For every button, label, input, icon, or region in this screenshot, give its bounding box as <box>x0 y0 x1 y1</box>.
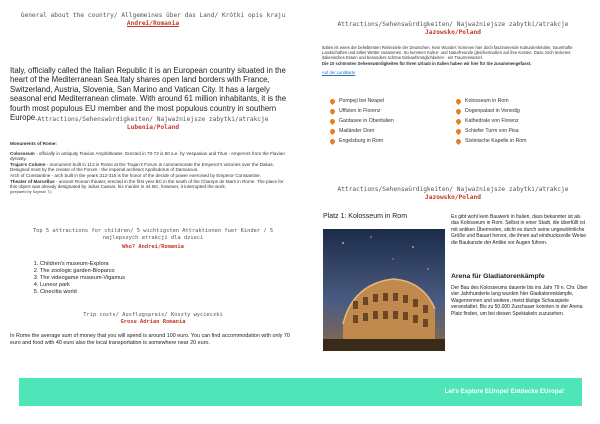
map-pin-icon <box>455 117 462 124</box>
arena-title: Arena für Gladiatorenkämpfe <box>451 273 545 280</box>
map-pin-icon <box>329 137 336 144</box>
attractions-header-top: Attractions/Sehenswürdigkeiten/ Najważniejsze zabytki/atrakcje <box>337 21 569 28</box>
map-link[interactable]: Auf der Landkarte <box>322 69 356 75</box>
monument-item: Arch of Constantine - arch built in the years 312-315 is the honor of the decide of power exercised by Emperor Constantine. <box>10 172 262 178</box>
list-item: 5. Cinecitta world <box>40 289 125 296</box>
list-item: 4. Luneur park <box>40 282 125 289</box>
map-pin-icon <box>455 107 462 114</box>
monuments-section <box>10 141 292 195</box>
places-column-2 <box>456 96 586 146</box>
list-item: Schiefer Turm von Pisa <box>456 126 586 136</box>
general-header: General about the country/ Allgemeines über das Land/ Krótki opis kraju <box>20 12 286 19</box>
general-authors: Andrei/Romania <box>126 20 180 27</box>
platz-title: Platz 1: Kolosseum in Rom <box>323 213 408 220</box>
map-pin-icon <box>329 107 336 114</box>
trip-authors: Grosu Adrian Romania <box>120 319 186 325</box>
list-item: Dogenpalast in Venedig <box>456 106 586 116</box>
list-item: Engelsburg in Rom <box>330 136 450 146</box>
footer-bar <box>19 378 582 406</box>
map-pin-icon <box>329 97 336 104</box>
footer-text: Let's Explore EUrope! Entdecke EUropa! <box>444 388 564 395</box>
monument-item: Trajan's Column - monument built in 113 in Rome at the Trajan's Forum is commemorate the Emperor's victories over the Dakas. Designed most by the creator of the Forum - the imperial architect Apollodorus of Damascus. <box>10 161 274 173</box>
attractions-authors: Lubenia/Poland <box>126 124 180 131</box>
attractions-authors-bottom: Jazowsko/Poland <box>425 194 481 201</box>
list-item: Sixtinische Kapelle in Rom <box>456 136 586 146</box>
attractions-header: Attractions/Sehenswürdigkeiten/ Najważniejsze zabytki/atrakcje <box>37 116 269 123</box>
intro-paragraph: Italy, officially called the Italian Republic it is an European country situated in the heart of the Mediterranean Sea.Italy shares open land borders with France, Switzerland, Austria, Slovenia, San Marino and Vatican City. It has a largely seasonal end Mediterranean climate. With around 61 million inhabitants, it is the fourth most populous EU member and the most populous country in southern Europe. <box>10 66 287 123</box>
list-item: Kolosseum in Rom <box>456 96 586 106</box>
attractions-header-bottom: Attractions/Sehenswürdigkeiten/ Najważniejsze zabytki/atrakcje <box>337 186 569 193</box>
list-item: 1. Children's museum-Explora <box>40 261 125 268</box>
de-intro-bold: Die 10 schönsten Sehenswürdigkeiten für Ihren Urlaub in Italien haben wir hier für Sie zusammengefasst. <box>322 60 532 66</box>
map-pin-icon <box>329 117 336 124</box>
colosseum-image <box>323 229 445 351</box>
trip-costs-text: In Rome the average sum of money that you will spend is around 100 euro. You can find accommodation with only 70 euro and food with 40 euro also the local transportation is somewhere near 20 euro. <box>10 333 290 346</box>
list-item: 3. The videogame museum-Vigamus <box>40 275 125 282</box>
trip-header: Trip costs/ Ausflugspreis/ Koszty wycieczki <box>83 312 223 318</box>
monument-item: Colosseum - officially in antiquity Flavian Amphitheater. Erected in 70-72 is 80 a.e. by Vespasian and Titus - emperors from the Flavian dynasty. <box>10 150 285 162</box>
monument-item: Theater of Marcellus - ancient Roman theater, erected in the first year BC in the south of the Champs de Mars in Rome. The place for this object was already designated by Julius Caesar, his murder in 44 BC, however, it interrupted the work. <box>10 178 284 190</box>
map-pin-icon <box>329 127 336 134</box>
children-attractions-list <box>28 261 125 296</box>
monuments-title: Monuments of Rome: <box>10 141 57 146</box>
list-item: Mailänder Dom <box>330 126 450 136</box>
places-column-1 <box>330 96 450 146</box>
children-header: Top 5 attractions for children/ 5 wichtigsten Attraktionen fuer Kinder / 5 najlepszych atrakcji dla dzieci <box>32 228 274 241</box>
colosseum-paragraph-1: Es gibt wohl kein Bauwerk in Italien, dass bekannter ist als das Kolosseum in Rom. Selbst in einer Stadt, die überfüllt ist mit antiken Überresten, sticht es durch seine ungewöhnliche Größe und Bauart hervor, die ihnen auf eindrucksvolle Weise die Baukunste der Antike vor Augen führen. <box>451 214 586 246</box>
right-page <box>308 0 598 365</box>
german-intro <box>322 45 594 75</box>
monument-credit: (prepared by Szymon T.) <box>10 189 52 194</box>
list-item: Uffizien in Florenz <box>330 106 450 116</box>
attractions-authors-top: Jazowsko/Poland <box>425 29 481 36</box>
map-pin-icon <box>455 127 462 134</box>
list-item: Kathedrale von Florenz <box>456 116 586 126</box>
colosseum-paragraph-2: Der Bau des Kolosseums dauerte bis ins Jahr 79 n. Chr. Über vier Jahrhunderte lang wurden hier Gladiatorenkämpfe, Wagenrennen und weitere, meist blutige Schauspiele veranstaltet. Bis zu 50.000 Zuschauer konnten in der Arena Platz finden, um bei diesen Spektakeln zuzusehen. <box>451 285 588 317</box>
map-pin-icon <box>455 97 462 104</box>
left-page <box>8 0 298 365</box>
list-item: Pompeji bei Neapel <box>330 96 450 106</box>
de-intro-text: Italien ist eines der beliebtesten Reiseziele der Deutschen. Kein Wunder: kommen hier doch faszinierende Kulturdenkmäler, traumhafte Landschaften und tolles Wetter zusammen. So kommen Kultur- und Naturfreunde gleichermaßen auf ihre Kosten. Dazu noch leckeres italienisches Essen und besonders schöne Einkaufsmöglichkeiten - ein Traumreiseziel. <box>322 45 573 61</box>
map-pin-icon <box>455 137 462 144</box>
children-who: Who? Andrei/Romania <box>122 244 184 250</box>
list-item: Gardasee in Oberitalien <box>330 116 450 126</box>
list-item: 2. The zoologic garden-Bioparco <box>40 268 125 275</box>
